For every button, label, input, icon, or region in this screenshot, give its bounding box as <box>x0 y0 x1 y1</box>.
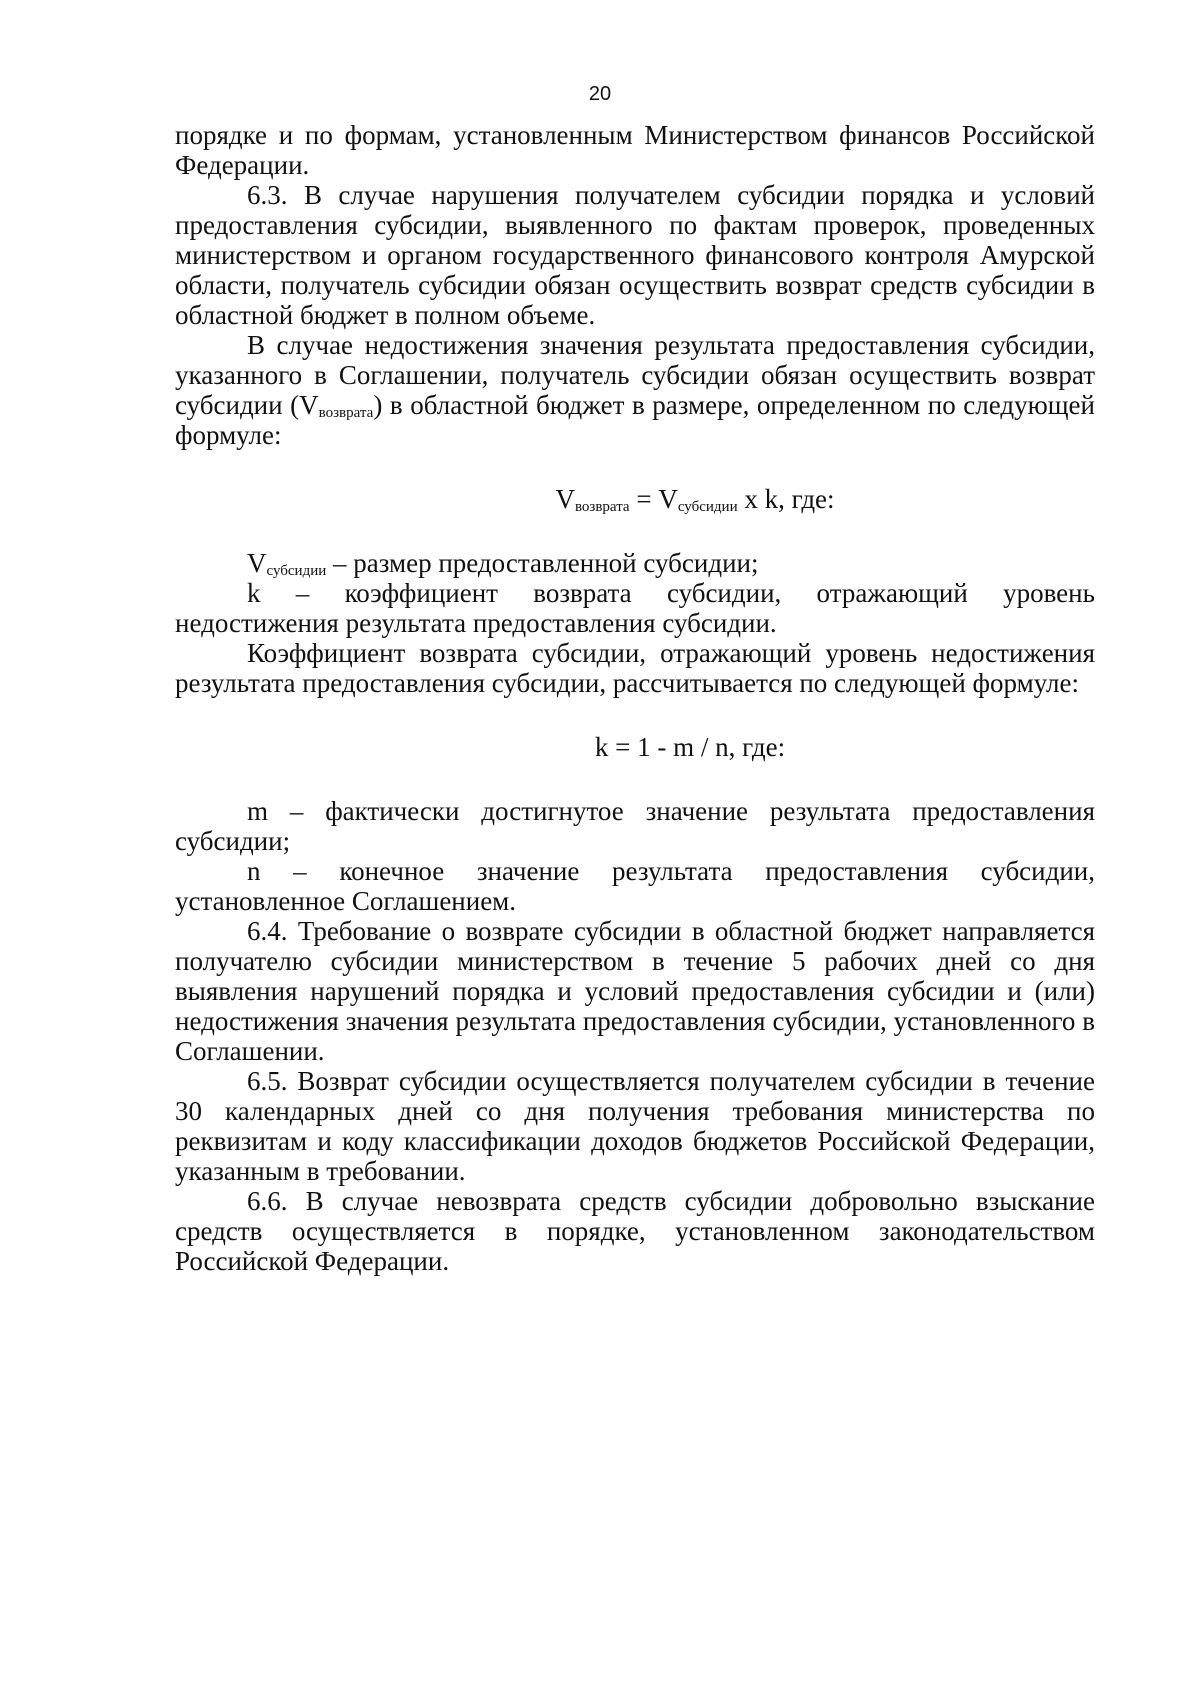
formula-subscript: возврата <box>574 499 630 515</box>
definition-k <box>175 578 1095 608</box>
paragraph-6-6: 6.6. В случае невозврата средств субсидии добровольно взыскание средств осуществляется в порядке, установленном законодательством Российской Федерации. <box>175 1186 1095 1276</box>
page-number: 20 <box>588 83 612 105</box>
formula-subscript: субсидии <box>677 499 738 515</box>
formula-part: V <box>555 484 575 514</box>
definition-symbol: V <box>247 548 267 578</box>
definition-word: k <box>247 578 261 608</box>
definition-word: возврата <box>533 578 632 608</box>
formula-coefficient: k = 1 - m / n, где: <box>594 732 786 762</box>
definition-word: коэффициент <box>344 578 498 608</box>
paragraph-6-3: 6.3. В случае нарушения получателем субсидии порядка и условий предоставления субсидии, выявленного по фактам проверок, проведенных министерством и органом государственного финансового контроля Амурской области, получатель субсидии обязан осуществить возврат средств субсидии в областной бюджет в полном объеме. <box>175 180 1095 330</box>
definition-k-line2: недостижения результата предоставления субсидии. <box>175 608 777 638</box>
definition-n: n – конечное значение результата предоставления субсидии, установленное Соглашением. <box>175 856 1095 916</box>
paragraph-continuation: порядке и по формам, установленным Министерством финансов Российской Федерации. <box>175 120 1095 180</box>
paragraph-non-achievement <box>175 330 1095 450</box>
definition-v-subsidy <box>175 548 1095 578</box>
definition-word: – <box>295 578 310 608</box>
definition-word: субсидии, <box>666 578 782 608</box>
subscript: возврата <box>318 405 374 421</box>
paragraph-text: В случае недостижения значения результата предоставления субсидии, указанного в Соглашении, получатель субсидии обязан осуществить возврат субсидии (V <box>175 330 1095 420</box>
formula-part: x k, где: <box>737 484 835 514</box>
definition-text: – размер предоставленной субсидии; <box>326 548 759 578</box>
paragraph-6-5: 6.5. Возврат субсидии осуществляется получателем субсидии в течение 30 календарных дней со дня получения требования министерства по реквизитам и коду классификации доходов бюджетов Российской Федерации, указанным в требовании. <box>175 1066 1095 1186</box>
document-body <box>175 120 1095 1276</box>
definition-word: уровень <box>1003 578 1095 608</box>
formula-part: = V <box>629 484 678 514</box>
paragraph-text: ) в областной бюджет в размере, определенном по следующей формуле: <box>175 390 1095 450</box>
definition-k-line1 <box>247 578 1095 608</box>
definition-subscript: субсидии <box>266 563 327 579</box>
paragraph-coefficient: Коэффициент возврата субсидии, отражающий уровень недостижения результата предоставления субсидии, рассчитывается по следующей формуле: <box>175 638 1095 698</box>
paragraph-6-4: 6.4. Требование о возврате субсидии в областной бюджет направляется получателю субсидии министерством в течение 5 рабочих дней со дня выявления нарушений порядка и условий предоставления субсидии и (или) недостижения значения результата предоставления субсидии, установленного в Соглашении. <box>175 916 1095 1066</box>
definition-m: m – фактически достигнутое значение результата предоставления субсидии; <box>175 796 1095 856</box>
definition-word: отражающий <box>816 578 968 608</box>
formula-return-amount <box>175 484 1095 514</box>
